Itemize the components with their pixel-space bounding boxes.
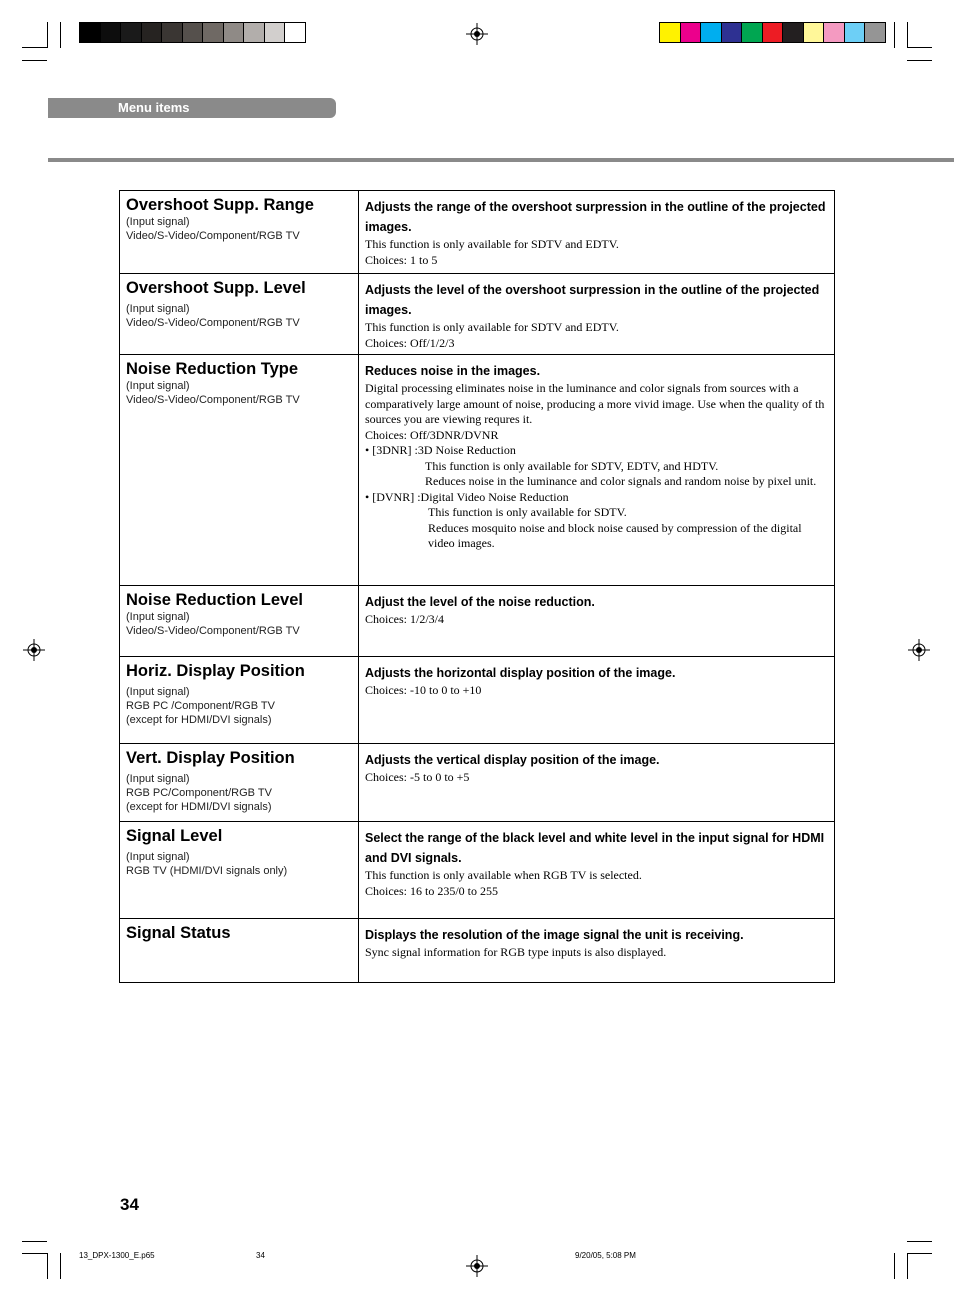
item-cell <box>120 191 359 273</box>
description-cell <box>359 274 834 354</box>
description-text: This function is only available for SDTV and EDTV. <box>365 320 619 334</box>
registration-target-icon <box>908 639 930 661</box>
description-cell <box>359 657 834 743</box>
section-tab <box>48 98 336 118</box>
item-name: Signal Status <box>126 924 231 942</box>
bullet-text: This function is only available for SDTV, EDTV, and HDTV. <box>425 458 719 473</box>
color-swatch <box>763 23 784 42</box>
description-heading: Reduces noise in the images. <box>365 364 541 378</box>
menu-items-table <box>119 190 835 983</box>
bullet-text: This function is only available for SDTV. <box>428 505 627 519</box>
item-name: Horiz. Display Position <box>126 662 305 680</box>
registration-target-icon <box>466 23 488 45</box>
input-signal-label: (Input signal) <box>126 216 190 228</box>
item-cell <box>120 919 359 982</box>
item-name: Signal Level <box>126 827 223 845</box>
item-name: Overshoot Supp. Range <box>126 196 314 214</box>
description-heading: Select the range of the black level and white level in the input signal for HDMI and DVI signals. <box>365 831 825 865</box>
color-swatch <box>722 23 743 42</box>
input-signal-label: (Input signal) <box>126 303 190 315</box>
input-signal-label: (Input signal) <box>126 380 190 392</box>
description-text: Choices: 16 to 235/0 to 255 <box>365 883 498 898</box>
input-signal-value: RGB TV (HDMI/DVI signals only) <box>126 865 288 877</box>
description-text: This function is only available when RGB TV is selected. <box>365 868 642 882</box>
description-text: Choices: 1/2/3/4 <box>365 612 444 626</box>
table-row <box>120 744 834 822</box>
bullet-text: Reduces mosquito noise and block noise caused by compression of the digital video images. <box>428 520 802 550</box>
description-heading: Adjust the level of the noise reduction. <box>365 595 595 609</box>
description-heading: Displays the resolution of the image signal the unit is receiving. <box>365 928 744 942</box>
description-text: Sync signal information for RGB type inputs is also displayed. <box>365 945 667 959</box>
input-signal-value: (except for HDMI/DVI signals) <box>126 801 272 813</box>
description-heading: Adjusts the vertical display position of the image. <box>365 753 660 767</box>
table-row <box>120 586 834 657</box>
color-swatch <box>845 23 866 42</box>
color-swatch <box>244 23 265 42</box>
description-text: Choices: Off/3DNR/DVNR <box>365 427 499 442</box>
description-cell <box>359 191 834 273</box>
color-swatch <box>865 23 885 42</box>
input-signal-value: Video/S-Video/Component/RGB TV <box>126 625 300 637</box>
description-cell <box>359 586 834 656</box>
color-swatch <box>80 23 101 42</box>
footer-file: 13_DPX-1300_E.p65 <box>79 1251 155 1260</box>
item-name: Overshoot Supp. Level <box>126 279 306 297</box>
table-row <box>120 919 834 982</box>
description-text: Choices: -5 to 0 to +5 <box>365 770 470 784</box>
description-cell <box>359 355 834 585</box>
item-name: Noise Reduction Level <box>126 591 303 609</box>
item-name: Vert. Display Position <box>126 749 295 767</box>
item-name: Noise Reduction Type <box>126 360 299 378</box>
header-rule <box>48 158 954 162</box>
input-signal-value: Video/S-Video/Component/RGB TV <box>126 230 300 242</box>
bullet-text: Reduces noise in the luminance and color signals and random noise by pixel unit. <box>425 474 817 488</box>
description-cell <box>359 822 834 918</box>
input-signal-value: RGB PC /Component/RGB TV <box>126 700 275 712</box>
input-signal-value: (except for HDMI/DVI signals) <box>126 714 272 726</box>
table-row <box>120 657 834 744</box>
color-swatch <box>742 23 763 42</box>
input-signal-label: (Input signal) <box>126 611 190 623</box>
color-swatch <box>224 23 245 42</box>
input-signal-value: Video/S-Video/Component/RGB TV <box>126 394 300 406</box>
grayscale-bars <box>79 22 306 43</box>
item-cell <box>120 586 359 656</box>
description-heading: Adjusts the level of the overshoot surpression in the outline of the projected images. <box>365 283 820 317</box>
description-text: Choices: 1 to 5 <box>365 252 438 267</box>
section-title: Menu items <box>118 100 190 115</box>
bullet-label: • [3DNR] :3D Noise Reduction <box>365 443 516 457</box>
input-signal-label: (Input signal) <box>126 773 190 785</box>
registration-target-icon <box>23 639 45 661</box>
item-cell <box>120 355 359 585</box>
page-number: 34 <box>120 1195 139 1214</box>
table-row <box>120 355 834 586</box>
color-swatch <box>804 23 825 42</box>
color-swatch <box>162 23 183 42</box>
item-cell <box>120 822 359 918</box>
color-swatch <box>265 23 286 42</box>
description-cell <box>359 744 834 821</box>
description-heading: Adjusts the horizontal display position of the image. <box>365 666 676 680</box>
description-text: This function is only available for SDTV and EDTV. <box>365 237 619 251</box>
item-cell <box>120 744 359 821</box>
description-text: Choices: -10 to 0 to +10 <box>365 683 482 697</box>
color-swatch <box>121 23 142 42</box>
color-swatch <box>824 23 845 42</box>
item-cell <box>120 657 359 743</box>
color-swatch <box>701 23 722 42</box>
bullet-label: • [DVNR] :Digital Video Noise Reduction <box>365 489 569 504</box>
color-swatch <box>183 23 204 42</box>
table-row <box>120 191 834 274</box>
description-heading: Adjusts the range of the overshoot surpression in the outline of the projected images. <box>365 200 826 234</box>
color-swatch <box>142 23 163 42</box>
input-signal-value: RGB PC/Component/RGB TV <box>126 787 272 799</box>
color-bars <box>659 22 886 43</box>
color-swatch <box>101 23 122 42</box>
color-swatch <box>203 23 224 42</box>
table-row <box>120 274 834 355</box>
item-cell <box>120 274 359 354</box>
registration-target-icon <box>466 1255 488 1277</box>
description-cell <box>359 919 834 982</box>
input-signal-value: Video/S-Video/Component/RGB TV <box>126 317 300 329</box>
description-text: Digital processing eliminates noise in the luminance and color signals from sources with a comparatively large amount of noise, producing a more vivid image. Use when the quality of th sources you are viewing requres it. <box>365 381 825 426</box>
description-text: Choices: Off/1/2/3 <box>365 335 455 350</box>
color-swatch <box>681 23 702 42</box>
footer-date: 9/20/05, 5:08 PM <box>575 1251 636 1260</box>
footer-page: 34 <box>256 1251 265 1260</box>
input-signal-label: (Input signal) <box>126 686 190 698</box>
table-row <box>120 822 834 919</box>
color-swatch <box>285 23 305 42</box>
input-signal-label: (Input signal) <box>126 851 190 863</box>
color-swatch <box>783 23 804 42</box>
color-swatch <box>660 23 681 42</box>
